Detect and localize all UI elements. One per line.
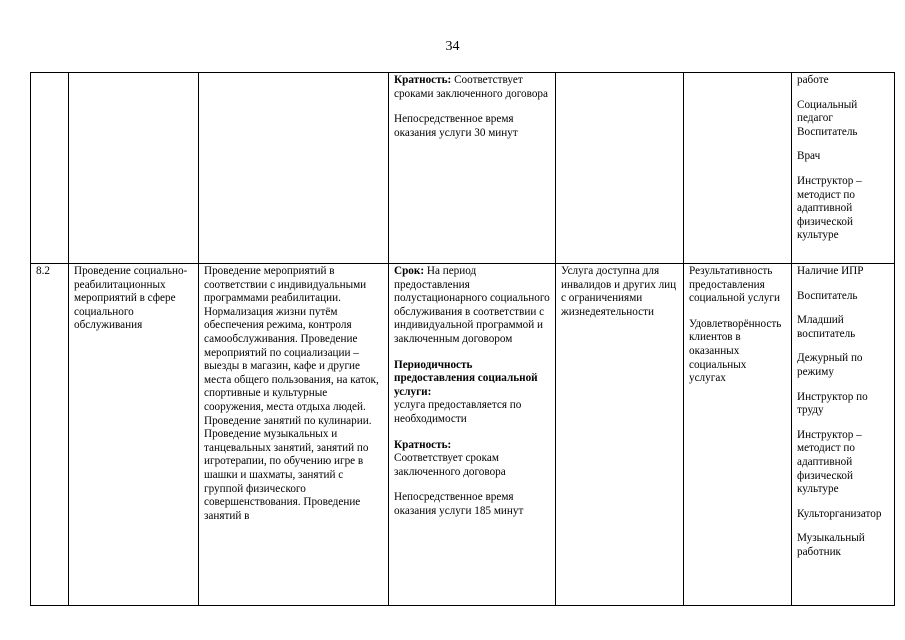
result-item: Удовлетворённость клиентов в оказанных социальных услугах bbox=[689, 317, 782, 385]
staff-item: Врач bbox=[797, 150, 821, 163]
staff-item: Дежурный по режиму bbox=[797, 352, 863, 378]
frequency-label: Кратность: bbox=[394, 438, 452, 451]
staff-item: работе bbox=[797, 74, 829, 86]
staff-item: Инструктор по труду bbox=[797, 390, 868, 417]
table-row-8-2 bbox=[31, 264, 895, 606]
cell-terms bbox=[389, 73, 556, 264]
cell-availability: Услуга доступна для инвалидов и других лиц с ограничениями жизнедеятельности bbox=[556, 264, 684, 606]
staff-item: Наличие ИПР bbox=[797, 265, 864, 277]
staff-item: Музыкальный работник bbox=[797, 532, 865, 558]
table-row-continued bbox=[31, 73, 895, 264]
term-label: Срок: bbox=[394, 265, 425, 277]
staff-item: Воспитатель bbox=[797, 289, 858, 302]
frequency-text: Соответствует сроками заключенного договора bbox=[394, 74, 548, 100]
staff-item: Культорганизатор bbox=[797, 507, 882, 520]
page-number: 34 bbox=[445, 39, 460, 54]
term-text: На период предоставления полустационарного социального обслуживания в соответствии с индивидуальной программой и заключенным договором bbox=[394, 265, 550, 345]
staff-item: Инструктор – методист по адаптивной физической культуре bbox=[797, 428, 862, 496]
term-block bbox=[394, 265, 550, 347]
periodicity-label: Периодичность предоставления социальной услуги: bbox=[394, 358, 538, 398]
cell-availability bbox=[556, 73, 684, 264]
staff-item: Инструктор – методист по адаптивной физической культуре bbox=[797, 174, 862, 242]
periodicity-block bbox=[394, 359, 550, 427]
cell-name: Проведение социально-реабилитационных мероприятий в сфере социального обслуживания bbox=[69, 264, 199, 606]
cell-num bbox=[31, 73, 69, 264]
cell-results bbox=[684, 264, 792, 606]
periodicity-text: услуга предоставляется по необходимости bbox=[394, 399, 522, 425]
frequency-label: Кратность: bbox=[394, 74, 452, 86]
services-table bbox=[30, 72, 895, 606]
duration-text: Непосредственное время оказания услуги 30 минут bbox=[394, 113, 518, 139]
cell-staff bbox=[792, 264, 895, 606]
cell-name bbox=[69, 73, 199, 264]
cell-staff bbox=[792, 73, 895, 264]
cell-num: 8.2 bbox=[31, 264, 69, 606]
cell-results bbox=[684, 73, 792, 264]
frequency-block bbox=[394, 74, 550, 101]
cell-terms bbox=[389, 264, 556, 606]
cell-description: Проведение мероприятий в соответствии с индивидуальными программами реабилитации. Нормализация жизни путём обеспечения режима, контроля самообслуживания. Проведение мероприятий по социализации – выезды в магазин, кафе и другие места общего пользования, на каток, спортивные и культурные сооружения, места отдыха людей. Проведение занятий по кулинарии. Проведение музыкальных и танцевальных занятий, занятий по игротерапии, по обучению игре в шашки и шахматы, занятий с группой физического совершенствования. Проведение занятий в bbox=[199, 264, 389, 606]
staff-item: Младший воспитатель bbox=[797, 314, 856, 340]
result-item: Результативность предоставления социальной услуги bbox=[689, 265, 780, 305]
cell-description bbox=[199, 73, 389, 264]
duration-text: Непосредственное время оказания услуги 185 минут bbox=[394, 491, 524, 517]
staff-item: Социальный педагог Воспитатель bbox=[797, 98, 858, 138]
frequency-text: Соответствует срокам заключенного договора bbox=[394, 452, 506, 478]
frequency-block bbox=[394, 439, 550, 480]
